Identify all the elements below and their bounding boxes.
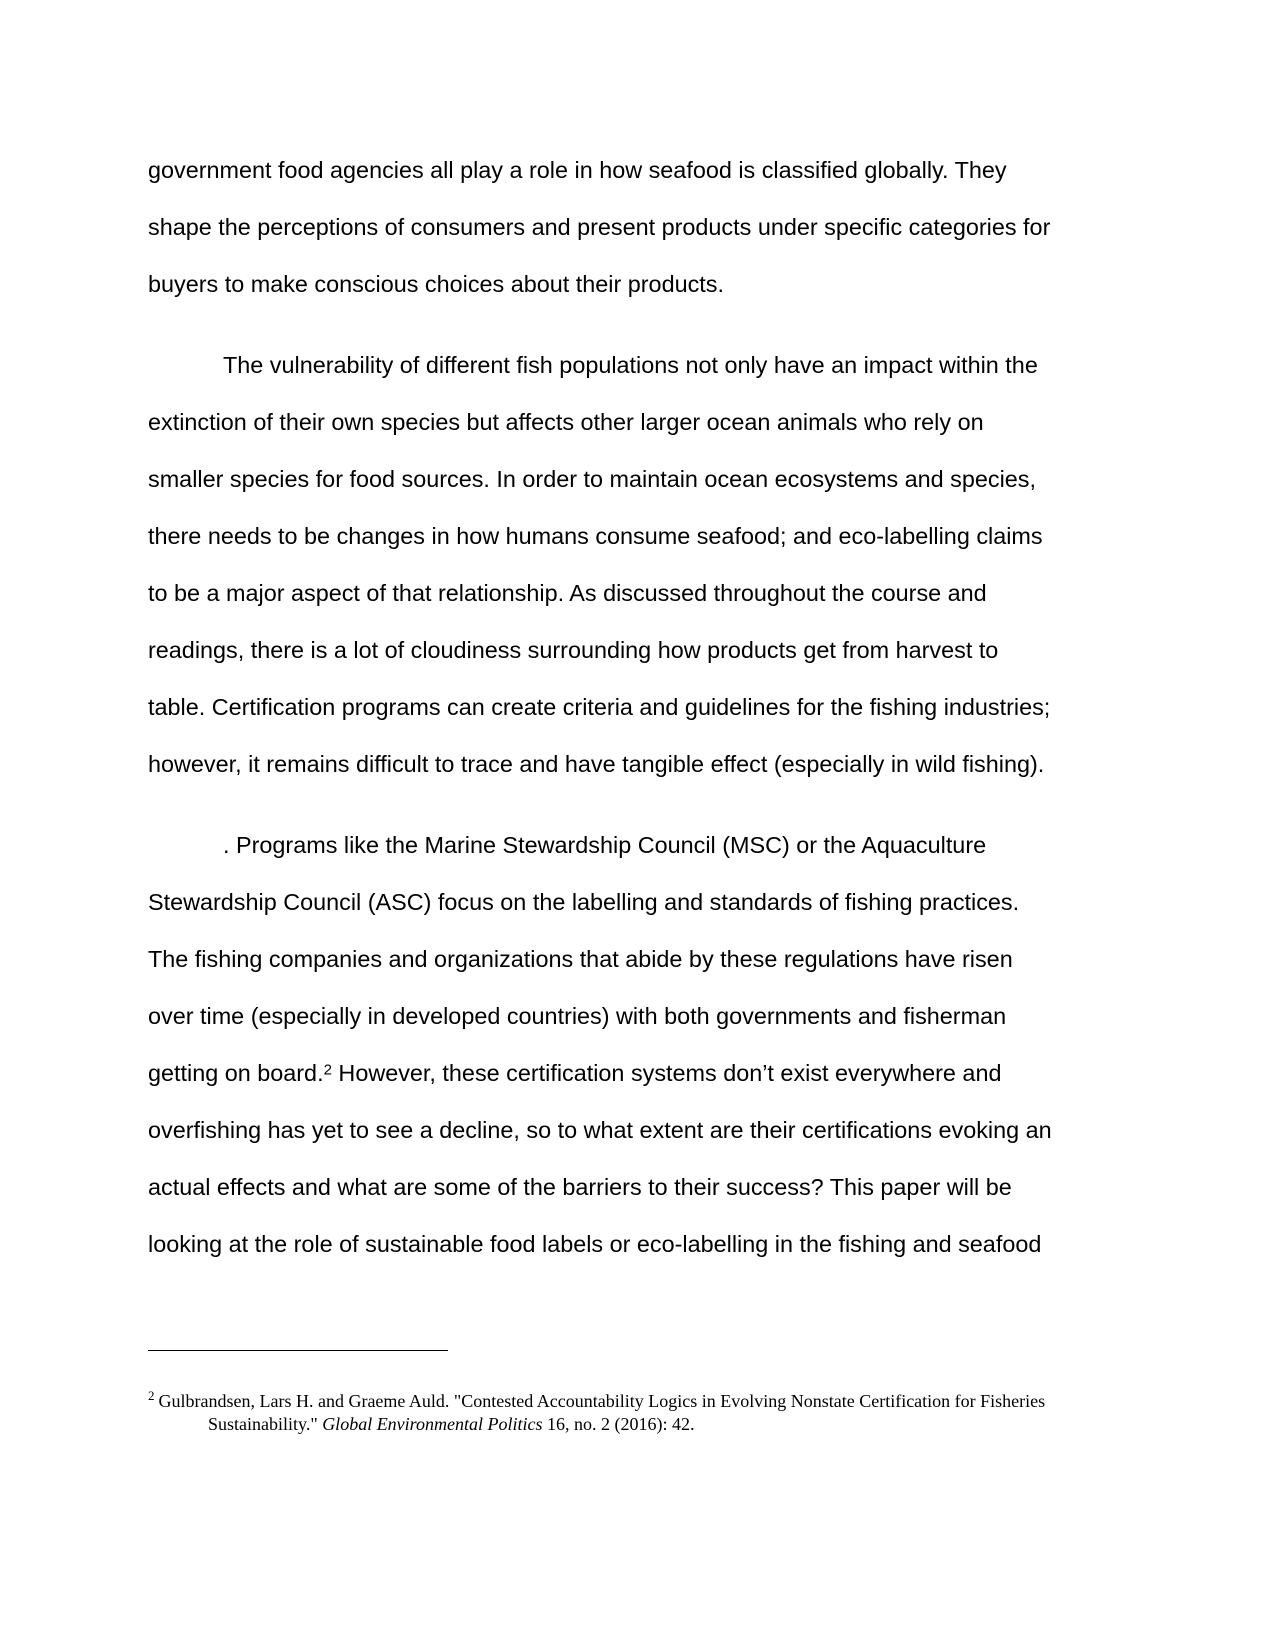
text-line: extinction of their own species but affects other larger ocean animals who rely on — [148, 409, 984, 435]
text-line: shape the perceptions of consumers and present products under specific categories for — [148, 214, 1051, 240]
text-line: to be a major aspect of that relationship. As discussed throughout the course and — [148, 580, 987, 606]
text-line: over time (especially in developed countries) with both governments and fisherman — [148, 1003, 1007, 1029]
footnote-text: Sustainability." — [208, 1414, 323, 1434]
footnote-journal-title: Global Environmental Politics — [322, 1414, 543, 1434]
footnote — [148, 1387, 1148, 1436]
text-line — [148, 1045, 1128, 1102]
text-line — [148, 817, 1128, 874]
text-line-content: However, these certification systems don’t exist everywhere and — [331, 1060, 1002, 1086]
paragraph-2 — [148, 337, 1128, 793]
text-line: table. Certification programs can create criteria and guidelines for the fishing industries; — [148, 694, 1051, 720]
paragraph-1 — [148, 142, 1128, 313]
text-line: smaller species for food sources. In order to maintain ocean ecosystems and species, — [148, 466, 1036, 492]
body-text — [148, 142, 1128, 1273]
text-line: Stewardship Council (ASC) focus on the labelling and standards of fishing practices. — [148, 889, 1020, 915]
footnote-text: 16, no. 2 (2016): 42. — [542, 1414, 695, 1434]
paragraph-3 — [148, 817, 1128, 1273]
text-line: there needs to be changes in how humans consume seafood; and eco-labelling claims — [148, 523, 1043, 549]
footnote-line — [148, 1387, 1148, 1413]
text-line: buyers to make conscious choices about their products. — [148, 271, 724, 297]
text-line: looking at the role of sustainable food labels or eco-labelling in the fishing and seafood — [148, 1231, 1042, 1257]
text-line: however, it remains difficult to trace and have tangible effect (especially in wild fishing). — [148, 751, 1045, 777]
footnote-line — [148, 1413, 1148, 1436]
text-line: readings, there is a lot of cloudiness surrounding how products get from harvest to — [148, 637, 999, 663]
footnote-mark: 2 — [148, 1387, 155, 1403]
text-line-content: The vulnerability of different fish populations not only have an impact within the — [223, 352, 1038, 378]
text-line — [148, 337, 1128, 394]
text-line: government food agencies all play a role in how seafood is classified globally. They — [148, 157, 1007, 183]
text-line-content: . Programs like the Marine Stewardship Council (MSC) or the Aquaculture — [223, 832, 987, 858]
text-line: actual effects and what are some of the barriers to their success? This paper will be — [148, 1174, 1012, 1200]
footnote-text: Gulbrandsen, Lars H. and Graeme Auld. "Contested Accountability Logics in Evolving Nonstate Certification for Fisheries — [158, 1391, 1046, 1411]
text-line: The fishing companies and organizations that abide by these regulations have risen — [148, 946, 1013, 972]
text-line: overfishing has yet to see a decline, so to what extent are their certifications evoking an — [148, 1117, 1052, 1143]
text-line-content: getting on board. — [148, 1060, 324, 1086]
footnote-reference-mark[interactable]: 2 — [323, 1061, 332, 1079]
footnote-separator — [148, 1350, 448, 1351]
